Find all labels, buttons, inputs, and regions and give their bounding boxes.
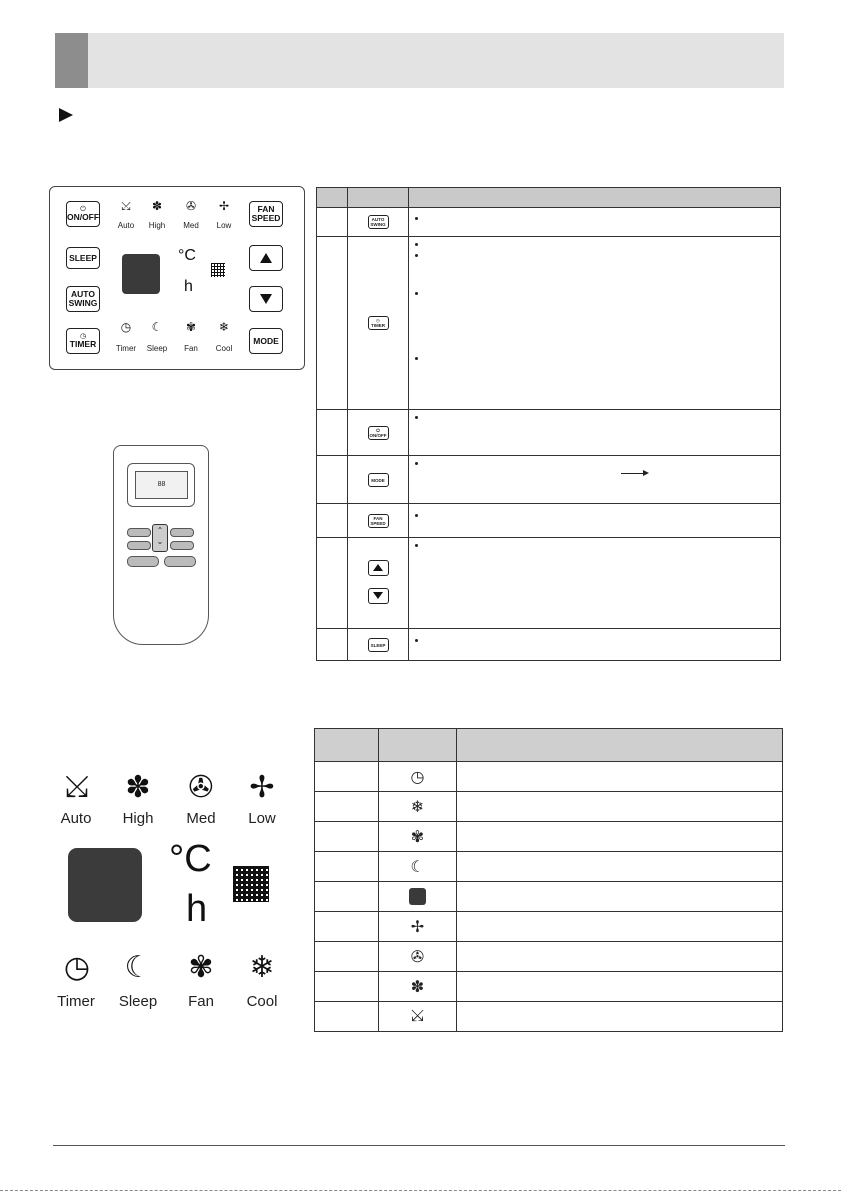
low-fan-icon: ✢ xyxy=(379,912,457,942)
timer-key-icon: ◷ TIMER xyxy=(368,316,389,330)
led-display xyxy=(68,848,142,922)
label-low: Low xyxy=(248,810,276,827)
label-med: Med xyxy=(183,221,199,230)
label-timer: Timer xyxy=(57,993,95,1010)
label-timer: Timer xyxy=(115,344,137,353)
low-fan-icon: ✢ xyxy=(218,199,230,213)
cool-icon: ❄ xyxy=(249,951,275,984)
med-fan-icon: ✇ xyxy=(185,199,197,213)
unit-celsius: °C xyxy=(178,247,196,264)
function-table xyxy=(316,187,781,661)
sleep-button[interactable]: SLEEP xyxy=(66,247,100,269)
table-row xyxy=(315,912,783,942)
table-row xyxy=(315,882,783,912)
auto-swing-button[interactable]: AUTO SWING xyxy=(66,286,100,312)
clock-icon: ◷ xyxy=(79,333,87,340)
autoswing-key-icon: AUTO SWING xyxy=(368,215,389,229)
table-row xyxy=(315,972,783,1002)
table-row xyxy=(315,762,783,792)
remote-lcd: 88 xyxy=(135,471,188,499)
table-row xyxy=(315,852,783,882)
down-key-icon xyxy=(368,588,389,604)
arrow-right-icon xyxy=(643,470,649,476)
table-row xyxy=(317,456,781,504)
remote-key[interactable] xyxy=(164,556,196,567)
bullet xyxy=(415,243,418,246)
remote-key[interactable] xyxy=(127,541,151,550)
high-fan-icon: ✽ xyxy=(151,199,163,213)
mode-key-icon: MODE xyxy=(368,473,389,487)
bullet xyxy=(415,357,418,360)
bullet xyxy=(415,514,418,517)
fanspeed-key-icon: FAN SPEED xyxy=(368,514,389,528)
fan-icon: ✾ xyxy=(188,951,214,984)
table-row xyxy=(317,208,781,237)
header-bar xyxy=(55,33,784,88)
timer-icon: ◷ xyxy=(120,320,132,334)
remote-key[interactable] xyxy=(127,528,151,537)
auto-swing-icon: ⤩ xyxy=(379,1002,457,1032)
segment-grid-icon xyxy=(211,263,225,277)
segment-grid-icon xyxy=(233,866,269,902)
table-row xyxy=(315,942,783,972)
remote-screen-frame xyxy=(127,463,195,507)
med-fan-icon: ✇ xyxy=(379,942,457,972)
table-row xyxy=(317,538,781,629)
label-high: High xyxy=(122,810,154,827)
table-row xyxy=(315,792,783,822)
auto-swing-icon: ⤩ xyxy=(65,770,89,803)
cool-icon: ❄ xyxy=(218,320,230,334)
down-triangle-icon xyxy=(260,294,272,304)
display-square-icon xyxy=(409,888,426,905)
bullet xyxy=(415,462,418,465)
indicator-table xyxy=(314,728,783,1032)
unit-hour: h xyxy=(184,278,193,295)
timer-button[interactable]: ◷ TIMER xyxy=(66,328,100,354)
fan-speed-button[interactable]: FAN SPEED xyxy=(249,201,283,227)
remote-control xyxy=(113,445,209,645)
led-display xyxy=(122,254,160,294)
header-tab xyxy=(55,33,88,88)
high-fan-icon: ✽ xyxy=(125,771,151,804)
label-med: Med xyxy=(186,810,216,827)
sleep-icon: ☾ xyxy=(151,320,163,334)
bullet xyxy=(415,639,418,642)
label-sleep: Sleep xyxy=(146,344,168,353)
label-cool: Cool xyxy=(246,993,278,1010)
bullet xyxy=(415,416,418,419)
table-row xyxy=(317,410,781,456)
label-sleep: Sleep xyxy=(118,993,158,1010)
table-header-row xyxy=(317,188,781,208)
unit-hour: h xyxy=(186,888,208,930)
down-button[interactable] xyxy=(249,286,283,312)
unit-celsius: °C xyxy=(169,838,212,880)
label-low: Low xyxy=(216,221,232,230)
label-fan: Fan xyxy=(184,344,198,353)
arrow-line xyxy=(621,473,645,474)
bullet xyxy=(415,217,418,220)
table-header-row xyxy=(315,729,783,762)
onoff-key-icon: ⏻ ON/OFF xyxy=(369,427,387,438)
remote-key[interactable] xyxy=(127,556,159,567)
bullet xyxy=(415,292,418,295)
cool-icon: ❄ xyxy=(379,792,457,822)
label-auto: Auto xyxy=(117,221,135,230)
table-row xyxy=(317,629,781,661)
up-key-icon xyxy=(368,560,389,576)
label-fan: Fan xyxy=(188,993,214,1010)
high-fan-icon: ✽ xyxy=(379,972,457,1002)
table-row xyxy=(317,504,781,538)
mode-button[interactable]: MODE xyxy=(249,328,283,354)
table-row xyxy=(317,237,781,410)
label-auto: Auto xyxy=(60,810,92,827)
remote-key[interactable] xyxy=(170,528,194,537)
table-row xyxy=(315,822,783,852)
sleep-key-icon: SLEEP xyxy=(368,638,389,652)
bullet xyxy=(415,544,418,547)
page-edge-dashes xyxy=(0,1190,841,1191)
sleep-icon: ☾ xyxy=(379,852,457,882)
timer-icon: ◷ xyxy=(63,951,91,984)
onoff-button[interactable]: ⏻ ON/OFF xyxy=(66,201,100,227)
table-row xyxy=(315,1002,783,1032)
up-triangle-icon xyxy=(260,253,272,263)
up-button[interactable] xyxy=(249,245,283,271)
fan-icon: ✾ xyxy=(185,320,197,334)
timer-icon: ◷ xyxy=(379,762,457,792)
fan-icon: ✾ xyxy=(379,822,457,852)
med-fan-icon: ✇ xyxy=(188,771,214,804)
power-icon: ⏻ xyxy=(80,206,86,213)
sleep-icon: ☾ xyxy=(124,951,152,984)
bullet xyxy=(415,254,418,257)
remote-key[interactable] xyxy=(170,541,194,550)
label-high: High xyxy=(148,221,166,230)
play-arrow-icon xyxy=(59,108,73,122)
remote-up-down-rocker[interactable]: ⌃ ⌄ xyxy=(152,524,168,552)
low-fan-icon: ✢ xyxy=(249,771,275,804)
label-cool: Cool xyxy=(215,344,233,353)
control-panel xyxy=(49,186,305,370)
auto-swing-icon: ⤩ xyxy=(121,199,131,213)
footer-divider xyxy=(53,1145,785,1146)
